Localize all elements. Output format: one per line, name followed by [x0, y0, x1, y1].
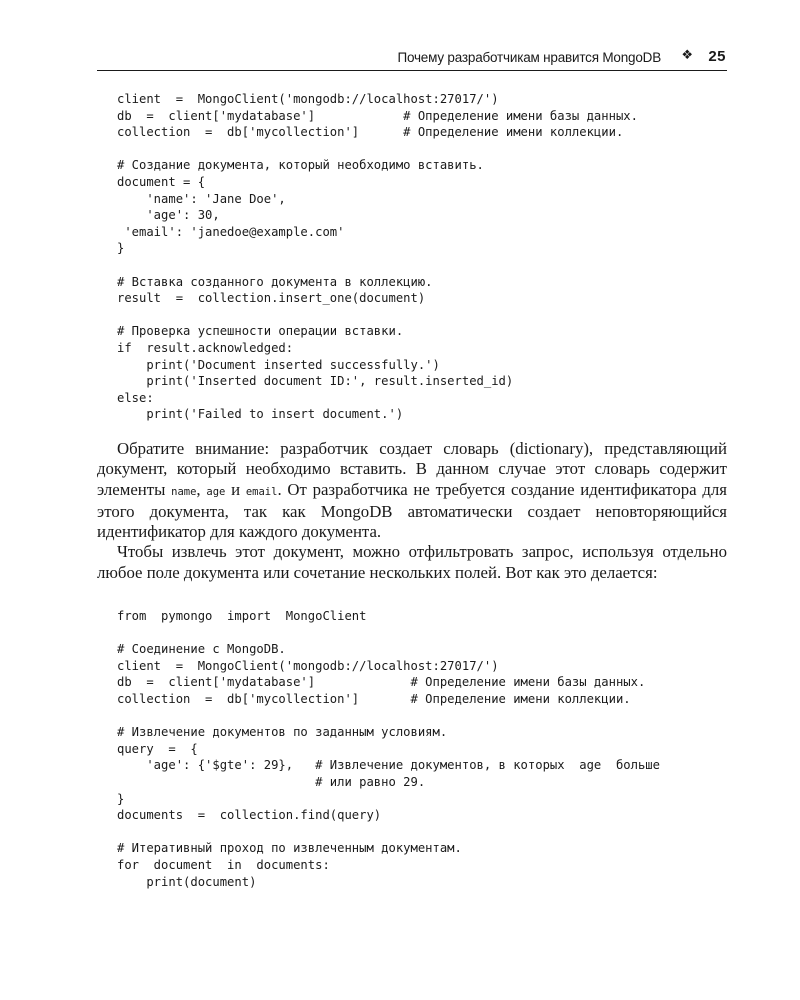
code-line: print('Document inserted successfully.'): [117, 357, 440, 372]
inline-code-email: email: [245, 485, 278, 498]
code-line: if result.acknowledged:: [117, 340, 294, 355]
paragraph-text: . От разработчика не требуется создание идентификатора для этого документа, так как MongoDB автоматически создает неповторяющийся идентификатор для каждого документа.: [97, 479, 728, 542]
code-line: query = {: [117, 741, 198, 756]
code-block-insert-document: [117, 91, 638, 423]
code-line: 'email': 'janedoe@example.com': [117, 224, 345, 239]
code-line: collection = db['mycollection'] # Определение имени коллекции.: [117, 125, 624, 140]
code-line: # Итеративный проход по извлеченным документам.: [117, 841, 462, 856]
page-number: 25: [708, 48, 726, 65]
code-line: print('Failed to insert document.'): [117, 407, 404, 422]
code-line: print('Inserted document ID:', result.inserted_id): [117, 374, 514, 389]
code-line: # Извлечение документов по заданным условиям.: [117, 725, 448, 740]
code-line: # Вставка созданного документа в коллекцию.: [117, 274, 433, 289]
paragraph-text: и: [225, 479, 246, 499]
code-line: documents = collection.find(query): [117, 808, 382, 823]
code-block-find-documents: [117, 608, 660, 890]
header-ornament-icon: ❖: [681, 48, 693, 63]
body-text: [97, 439, 727, 583]
code-line: # или равно 29.: [117, 774, 426, 789]
code-line: 'name': 'Jane Doe',: [117, 191, 286, 206]
inline-code-age: age: [206, 485, 226, 498]
code-line: [117, 824, 660, 841]
code-line: collection = db['mycollection'] # Определение имени коллекции.: [117, 691, 631, 706]
code-line: }: [117, 791, 125, 806]
code-line: client = MongoClient('mongodb://localhost:27017/'): [117, 658, 499, 673]
code-line: from pymongo import MongoClient: [117, 609, 367, 623]
paragraph-query-intro: Чтобы извлечь этот документ, можно отфильтровать запрос, используя отдельно любое поле документа или сочетание нескольких полей. Вот как это делается:: [97, 542, 727, 582]
code-line: else:: [117, 390, 154, 405]
code-line: # Создание документа, который необходимо вставить.: [117, 158, 484, 173]
code-line: # Проверка успешности операции вставки.: [117, 324, 404, 339]
code-line: client = MongoClient('mongodb://localhost:27017/'): [117, 92, 499, 106]
code-line: result = collection.insert_one(document): [117, 291, 426, 306]
code-line: document = {: [117, 174, 206, 189]
paragraph-text: Обратите внимание: разработчик создает словарь (dictionary), представляющий документ, который необходимо вставить. В данном случае этот словарь содержит элементы: [97, 439, 727, 499]
code-line: 'age': 30,: [117, 208, 220, 223]
code-line: db = client['mydatabase'] # Определение имени базы данных.: [117, 675, 646, 690]
inline-code-name: name: [171, 485, 197, 498]
header-title: Почему разработчикам нравится MongoDB: [397, 50, 661, 65]
code-line: [117, 141, 638, 158]
code-line: [117, 708, 660, 725]
code-line: db = client['mydatabase'] # Определение имени базы данных.: [117, 108, 638, 123]
code-line: for document in documents:: [117, 857, 330, 872]
paragraph-dictionary-note: [97, 439, 727, 542]
paragraph-text: ,: [196, 479, 207, 499]
code-line: # Соединение с MongoDB.: [117, 642, 286, 657]
code-line: [117, 307, 638, 324]
code-line: [117, 257, 638, 274]
code-line: 'age': {'$gte': 29}, # Извлечение документов, в которых age больше: [117, 758, 660, 773]
code-line: [117, 625, 660, 642]
running-header: [97, 48, 727, 71]
code-line: print(document): [117, 874, 257, 889]
code-line: }: [117, 241, 125, 256]
